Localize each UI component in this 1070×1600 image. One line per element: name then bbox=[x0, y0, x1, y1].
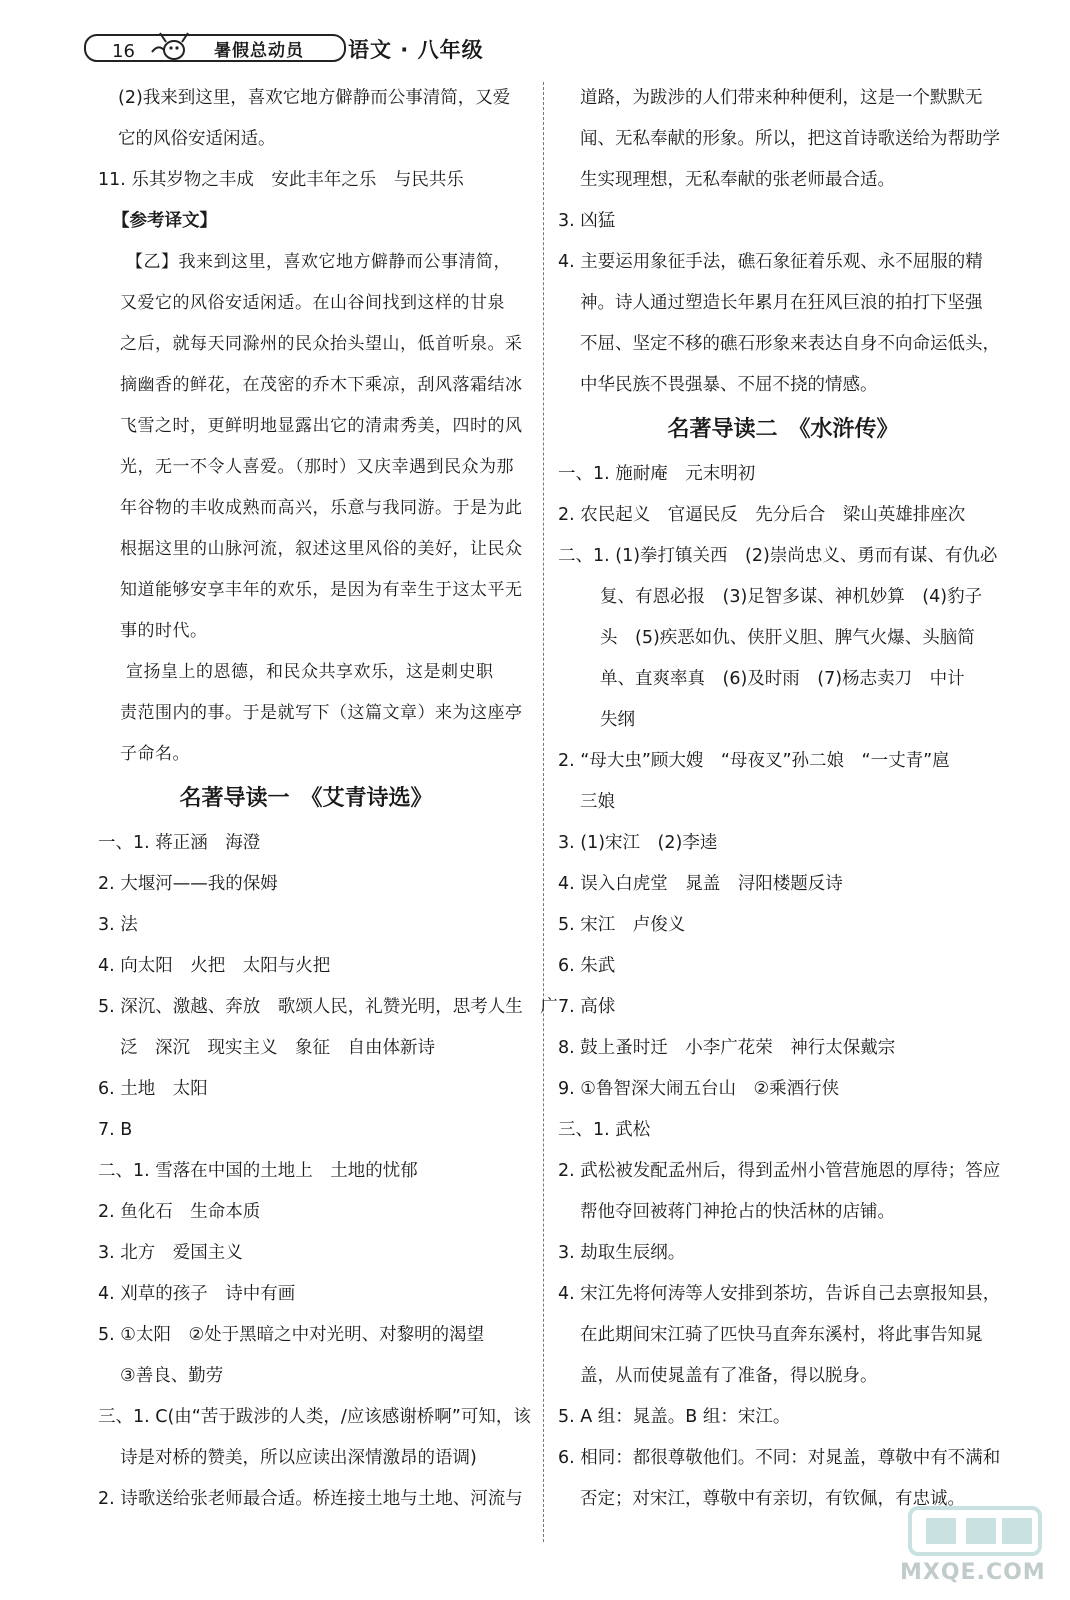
answer-line: 9. ①鲁智深大闹五台山 ②乘酒行侠 bbox=[558, 1079, 840, 1099]
answer-line: 5. 深沉、激越、奔放 歌颂人民，礼赞光明，思考人生 广 bbox=[98, 997, 558, 1017]
answer-line: 闻、无私奉献的形象。所以，把这首诗歌送给为帮助学 bbox=[580, 129, 1000, 149]
answer-line: (2)我来到这里，喜欢它地方僻静而公事清简，又爱 bbox=[118, 88, 511, 108]
translation-line: 摘幽香的鲜花，在茂密的乔木下乘凉，刮风落霜结冰 bbox=[120, 375, 523, 395]
answer-line: 三娘 bbox=[580, 792, 615, 812]
subject-title: 语文 · 八年级 bbox=[348, 38, 484, 62]
translation-line: 【乙】我来到这里，喜欢它地方僻静而公事清简， bbox=[126, 252, 511, 272]
answer-line: 6. 相同：都很尊敬他们。不同：对晁盖，尊敬中有不满和 bbox=[558, 1448, 1001, 1468]
translation-line: 知道能够安享丰年的欢乐，是因为有幸生于这太平无 bbox=[120, 580, 523, 600]
translation-line: 飞雪之时，更鲜明地显露出它的清肃秀美，四时的风 bbox=[120, 416, 523, 436]
answer-line: 4. 宋江先将何涛等人安排到茶坊，告诉自己去禀报知县， bbox=[558, 1284, 1001, 1304]
answer-line: 3. 法 bbox=[98, 915, 138, 935]
translation-line: 责范围内的事。于是就写下（这篇文章）来为这座亭 bbox=[120, 703, 523, 723]
answer-line: 3. (1)宋江 (2)李逵 bbox=[558, 833, 718, 853]
answer-line: 6. 土地 太阳 bbox=[98, 1079, 208, 1099]
right-column bbox=[558, 78, 1008, 1520]
translation-line: 子命名。 bbox=[120, 744, 190, 764]
answer-line: 失纲 bbox=[600, 710, 635, 730]
answer-line: ③善良、勤劳 bbox=[120, 1366, 224, 1386]
answer-line: 7. 高俅 bbox=[558, 997, 616, 1017]
answer-line: 三、1. C(由“苦于跋涉的人类，/应该感谢桥啊”可知，该 bbox=[98, 1407, 531, 1427]
answer-line: 单、直爽率真 (6)及时雨 (7)杨志卖刀 中计 bbox=[600, 669, 965, 689]
answer-line: 复、有恩必报 (3)足智多谋、神机妙算 (4)豹子 bbox=[600, 587, 983, 607]
answer-line: 头 (5)疾恶如仇、侠肝义胆、脾气火爆、头脑简 bbox=[600, 628, 975, 648]
answer-line: 一、1. 施耐庵 元末明初 bbox=[558, 464, 756, 484]
answer-line: 二、1. (1)拳打镇关西 (2)崇尚忠义、勇而有谋、有仇必 bbox=[558, 546, 998, 566]
answer-line: 在此期间宋江骑了匹快马直奔东溪村，将此事告知晁 bbox=[580, 1325, 983, 1345]
translation-line: 又爱它的风俗安适闲适。在山谷间找到这样的甘泉 bbox=[120, 293, 505, 313]
column-divider bbox=[543, 82, 544, 1542]
translation-line: 根据这里的山脉河流，叙述这里风俗的美好，让民众 bbox=[120, 539, 523, 559]
page-number: 16 bbox=[112, 41, 135, 62]
answer-line: 4. 向太阳 火把 太阳与火把 bbox=[98, 956, 331, 976]
answer-line: 泛 深沉 现实主义 象征 自由体新诗 bbox=[120, 1038, 435, 1058]
answer-line: 帮他夺回被蒋门神抢占的快活林的店铺。 bbox=[580, 1202, 895, 1222]
answer-line: 2. 农民起义 官逼民反 先分后合 梁山英雄排座次 bbox=[558, 505, 966, 525]
answer-line: 11. 乐其岁物之丰成 安此丰年之乐 与民共乐 bbox=[98, 170, 464, 190]
mascot-icon bbox=[144, 30, 204, 64]
translation-line: 之后，就每天同滁州的民众抬头望山，低首听泉。采 bbox=[120, 334, 523, 354]
translation-line: 宣扬皇上的恩德，和民众共享欢乐，这是刺史职 bbox=[126, 662, 494, 682]
answer-line: 三、1. 武松 bbox=[558, 1120, 651, 1140]
answer-line: 4. 误入白虎堂 晁盖 浔阳楼题反诗 bbox=[558, 874, 843, 894]
answer-line: 8. 鼓上蚤时迁 小李广花荣 神行太保戴宗 bbox=[558, 1038, 896, 1058]
reference-label: 【参考译文】 bbox=[112, 211, 217, 231]
answer-line: 盖，从而使晁盖有了准备，得以脱身。 bbox=[580, 1366, 878, 1386]
answer-line: 它的风俗安适闲适。 bbox=[118, 129, 276, 149]
answer-line: 中华民族不畏强暴、不屈不挠的情感。 bbox=[580, 375, 878, 395]
watermark-text: MXQE.COM bbox=[900, 1560, 1046, 1585]
answer-line: 6. 朱武 bbox=[558, 956, 616, 976]
answer-line: 道路，为跋涉的人们带来种种便利，这是一个默默无 bbox=[580, 88, 983, 108]
answer-line: 2. “母大虫”顾大嫂 “母夜叉”孙二娘 “一丈青”扈 bbox=[558, 751, 950, 771]
translation-line: 光，无一不令人喜爱。（那时）又庆幸遇到民众为那 bbox=[120, 457, 514, 477]
answer-line: 否定；对宋江，尊敬中有亲切，有钦佩，有忠诚。 bbox=[580, 1489, 965, 1509]
translation-line: 年谷物的丰收成熟而高兴，乐意与我同游。于是为此 bbox=[120, 498, 523, 518]
answer-line: 神。诗人通过塑造长年累月在狂风巨浪的拍打下坚强 bbox=[580, 293, 983, 313]
answer-line: 4. 刈草的孩子 诗中有画 bbox=[98, 1284, 296, 1304]
answer-line: 3. 北方 爱国主义 bbox=[98, 1243, 243, 1263]
answer-line: 5. 宋江 卢俊义 bbox=[558, 915, 686, 935]
brand-title: 暑假总动员 bbox=[214, 41, 304, 61]
answer-line: 2. 诗歌送给张老师最合适。桥连接土地与土地、河流与 bbox=[98, 1489, 523, 1509]
answer-line: 3. 劫取生辰纲。 bbox=[558, 1243, 686, 1263]
section-heading: 名著导读一 《艾青诗选》 bbox=[179, 786, 433, 811]
answer-line: 生实现理想，无私奉献的张老师最合适。 bbox=[580, 170, 895, 190]
left-column bbox=[76, 78, 558, 1520]
translation-line: 事的时代。 bbox=[120, 621, 208, 641]
answer-line: 2. 武松被发配孟州后，得到孟州小管营施恩的厚待；答应 bbox=[558, 1161, 1001, 1181]
answer-line: 2. 大堰河——我的保姆 bbox=[98, 874, 278, 894]
answer-line: 诗是对桥的赞美，所以应读出深情激昂的语调) bbox=[120, 1448, 477, 1468]
answer-line: 4. 主要运用象征手法，礁石象征着乐观、永不屈服的精 bbox=[558, 252, 983, 272]
answer-line: 7. B bbox=[98, 1120, 133, 1140]
answer-line: 2. 鱼化石 生命本质 bbox=[98, 1202, 261, 1222]
answer-line: 一、1. 蒋正涵 海澄 bbox=[98, 833, 261, 853]
answer-line: 5. A 组：晁盖。B 组：宋江。 bbox=[558, 1407, 791, 1427]
section-heading: 名著导读二 《水浒传》 bbox=[667, 417, 899, 442]
answer-line: 不屈、坚定不移的礁石形象来表达自身不向命运低头， bbox=[580, 334, 1000, 354]
answer-line: 5. ①太阳 ②处于黑暗之中对光明、对黎明的渴望 bbox=[98, 1325, 485, 1345]
page-header bbox=[84, 30, 524, 70]
answer-line: 二、1. 雪落在中国的土地上 土地的忧郁 bbox=[98, 1161, 418, 1181]
answer-line: 3. 凶猛 bbox=[558, 211, 616, 231]
